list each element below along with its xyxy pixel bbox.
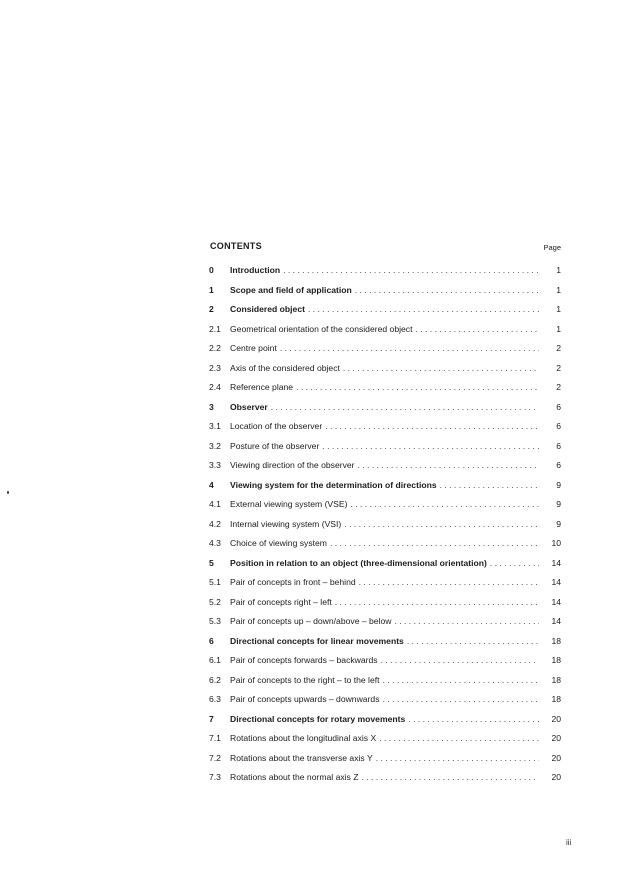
- toc-entry-title: Introduction: [230, 265, 281, 275]
- toc-entry-number: 4.3: [209, 538, 221, 548]
- toc-entry-title: Centre point: [230, 343, 277, 353]
- toc-entry: [209, 324, 561, 344]
- toc-dot-leader: [280, 343, 539, 353]
- toc-entry-number: 3.1: [209, 421, 221, 431]
- toc-entry: [209, 597, 561, 617]
- toc-title: CONTENTS: [210, 241, 262, 251]
- toc-dot-leader: [379, 733, 539, 743]
- toc-entry: [209, 655, 561, 675]
- toc-entry-number: 2.3: [209, 362, 221, 373]
- toc-entry-number: 5.2: [209, 596, 221, 607]
- toc-entry: [209, 304, 561, 324]
- toc-entry-number: 5: [209, 557, 214, 568]
- toc-entry-page: 20: [551, 752, 561, 763]
- toc-dot-leader: [296, 382, 539, 392]
- toc-entry-title: Pair of concepts upwards – downwards: [230, 694, 380, 704]
- toc-entry-number: 2: [209, 304, 214, 314]
- toc-entry-number: 5.3: [209, 616, 221, 626]
- toc-entry-title: Geometrical orientation of the considered object: [230, 323, 413, 334]
- toc-entry: [209, 733, 561, 753]
- toc-entry-page: 6: [556, 440, 561, 451]
- toc-dot-leader: [322, 441, 539, 451]
- toc-entry-number: 3: [209, 401, 214, 412]
- toc-entry-number: 4: [209, 479, 214, 490]
- toc-entry-page: 9: [556, 518, 561, 529]
- toc-entry-page: 2: [556, 382, 561, 392]
- toc-dot-leader: [355, 285, 539, 295]
- toc-dot-leader: [271, 402, 539, 412]
- toc-entry-page: 20: [551, 733, 561, 743]
- toc-entry-title: Directional concepts for linear movements: [230, 635, 404, 646]
- toc-entry-page: 6: [556, 421, 561, 431]
- toc-dot-leader: [358, 460, 539, 470]
- toc-dot-leader: [381, 655, 539, 665]
- toc-entry: [209, 402, 561, 422]
- toc-entry-page: 20: [551, 772, 561, 782]
- toc-entry: [209, 694, 561, 714]
- toc-entry: [209, 538, 561, 558]
- toc-dot-leader: [335, 597, 539, 607]
- toc-dot-leader: [362, 772, 540, 782]
- toc-entry-page: 1: [556, 265, 561, 275]
- toc-entry-number: 1: [209, 284, 214, 295]
- toc-entry-title: Position in relation to an object (three-dimensional orientation): [230, 557, 487, 568]
- toc-entry: [209, 519, 561, 539]
- toc-entry-page: 9: [556, 499, 561, 509]
- toc-dot-leader: [408, 714, 539, 724]
- toc-entry-number: 3.2: [209, 440, 221, 451]
- toc-entry-number: 5.1: [209, 577, 221, 587]
- toc-entry-number: 0: [209, 265, 214, 275]
- toc-entry-page: 14: [551, 577, 561, 587]
- toc-dot-leader: [330, 538, 539, 548]
- toc-entry-page: 18: [551, 635, 561, 646]
- toc-entry-number: 2.2: [209, 343, 221, 353]
- toc-dot-leader: [325, 421, 539, 431]
- toc-entry-title: Internal viewing system (VSI): [230, 518, 342, 529]
- toc-entry-page: 1: [556, 304, 561, 314]
- toc-entry-title: Pair of concepts right – left: [230, 596, 332, 607]
- toc-dot-leader: [383, 694, 539, 704]
- toc-entry-title: Posture of the observer: [230, 440, 320, 451]
- page-number: iii: [566, 838, 572, 847]
- toc-entry-title: Rotations about the longitudinal axis X: [230, 733, 377, 743]
- toc-entry: [209, 363, 561, 383]
- toc-entry-number: 4.1: [209, 499, 221, 509]
- toc-entry-title: Considered object: [230, 304, 305, 314]
- toc-entry-title: Directional concepts for rotary movements: [230, 713, 406, 724]
- table-of-contents: [209, 239, 561, 792]
- toc-entry-number: 2.1: [209, 323, 221, 334]
- toc-dot-leader: [283, 265, 539, 275]
- toc-entry: [209, 499, 561, 519]
- toc-entry: [209, 480, 561, 500]
- toc-dot-leader: [490, 558, 539, 568]
- toc-entry: [209, 265, 561, 285]
- toc-entry-page: 1: [556, 323, 561, 334]
- toc-entry-number: 6.3: [209, 694, 221, 704]
- toc-dot-leader: [394, 616, 539, 626]
- toc-entry-number: 6.1: [209, 655, 221, 665]
- toc-dot-leader: [407, 636, 539, 646]
- toc-entry: [209, 285, 561, 305]
- toc-dot-leader: [415, 324, 539, 334]
- toc-entry: [209, 616, 561, 636]
- toc-dot-leader: [359, 577, 539, 587]
- toc-entry: [209, 714, 561, 734]
- toc-entry-page: 9: [556, 479, 561, 490]
- toc-dot-leader: [350, 499, 539, 509]
- toc-entry-title: Pair of concepts to the right – to the left: [230, 674, 380, 685]
- toc-entry-page: 18: [551, 694, 561, 704]
- toc-entry-title: Reference plane: [230, 382, 294, 392]
- toc-entry-page: 18: [551, 655, 561, 665]
- toc-entry: [209, 460, 561, 480]
- toc-entry-number: 6: [209, 635, 214, 646]
- toc-entry-number: 7: [209, 713, 214, 724]
- toc-entry-page: 14: [551, 616, 561, 626]
- toc-entry: [209, 421, 561, 441]
- toc-dot-leader: [344, 519, 539, 529]
- toc-entry: [209, 636, 561, 656]
- toc-dot-leader: [308, 304, 539, 314]
- toc-entry-title: Observer: [230, 401, 268, 412]
- toc-dot-leader: [383, 675, 539, 685]
- toc-entry-page: 2: [556, 362, 561, 373]
- toc-page-column-header: Page: [543, 243, 561, 252]
- toc-entry: [209, 558, 561, 578]
- toc-entry: [209, 441, 561, 461]
- toc-entry-number: 2.4: [209, 382, 221, 392]
- toc-entry: [209, 577, 561, 597]
- toc-entry-page: 2: [556, 343, 561, 353]
- toc-entry: [209, 753, 561, 773]
- toc-entry-page: 10: [551, 538, 561, 548]
- toc-header: [209, 239, 561, 257]
- toc-entry-title: Rotations about the normal axis Z: [230, 772, 359, 782]
- toc-dot-leader: [343, 363, 539, 373]
- toc-entry: [209, 382, 561, 402]
- toc-entry-title: Scope and field of application: [230, 284, 352, 295]
- toc-entries: [209, 265, 561, 792]
- toc-entry-title: Choice of viewing system: [230, 538, 327, 548]
- toc-entry-page: 14: [551, 557, 561, 568]
- toc-entry-number: 6.2: [209, 674, 221, 685]
- toc-entry-title: Viewing direction of the observer: [230, 460, 355, 470]
- toc-entry-page: 1: [556, 284, 561, 295]
- toc-entry-number: 7.1: [209, 733, 221, 743]
- toc-entry-page: 14: [551, 596, 561, 607]
- toc-entry-page: 6: [556, 460, 561, 470]
- toc-dot-leader: [440, 480, 539, 490]
- toc-entry-page: 20: [551, 713, 561, 724]
- toc-entry-page: 6: [556, 401, 561, 412]
- toc-entry-title: Pair of concepts in front – behind: [230, 577, 356, 587]
- toc-dot-leader: [376, 753, 539, 763]
- toc-entry-page: 18: [551, 674, 561, 685]
- scan-speck: [7, 491, 9, 494]
- toc-entry: [209, 675, 561, 695]
- toc-entry-number: 4.2: [209, 518, 221, 529]
- toc-entry-title: Pair of concepts forwards – backwards: [230, 655, 378, 665]
- toc-entry-title: External viewing system (VSE): [230, 499, 348, 509]
- toc-entry-number: 7.2: [209, 752, 221, 763]
- toc-entry-title: Rotations about the transverse axis Y: [230, 752, 373, 763]
- toc-entry-title: Axis of the considered object: [230, 362, 340, 373]
- toc-entry: [209, 343, 561, 363]
- toc-entry-number: 3.3: [209, 460, 221, 470]
- toc-entry-title: Viewing system for the determination of directions: [230, 479, 437, 490]
- toc-entry-title: Location of the observer: [230, 421, 323, 431]
- toc-entry: [209, 772, 561, 792]
- toc-entry-title: Pair of concepts up – down/above – below: [230, 616, 392, 626]
- toc-entry-number: 7.3: [209, 772, 221, 782]
